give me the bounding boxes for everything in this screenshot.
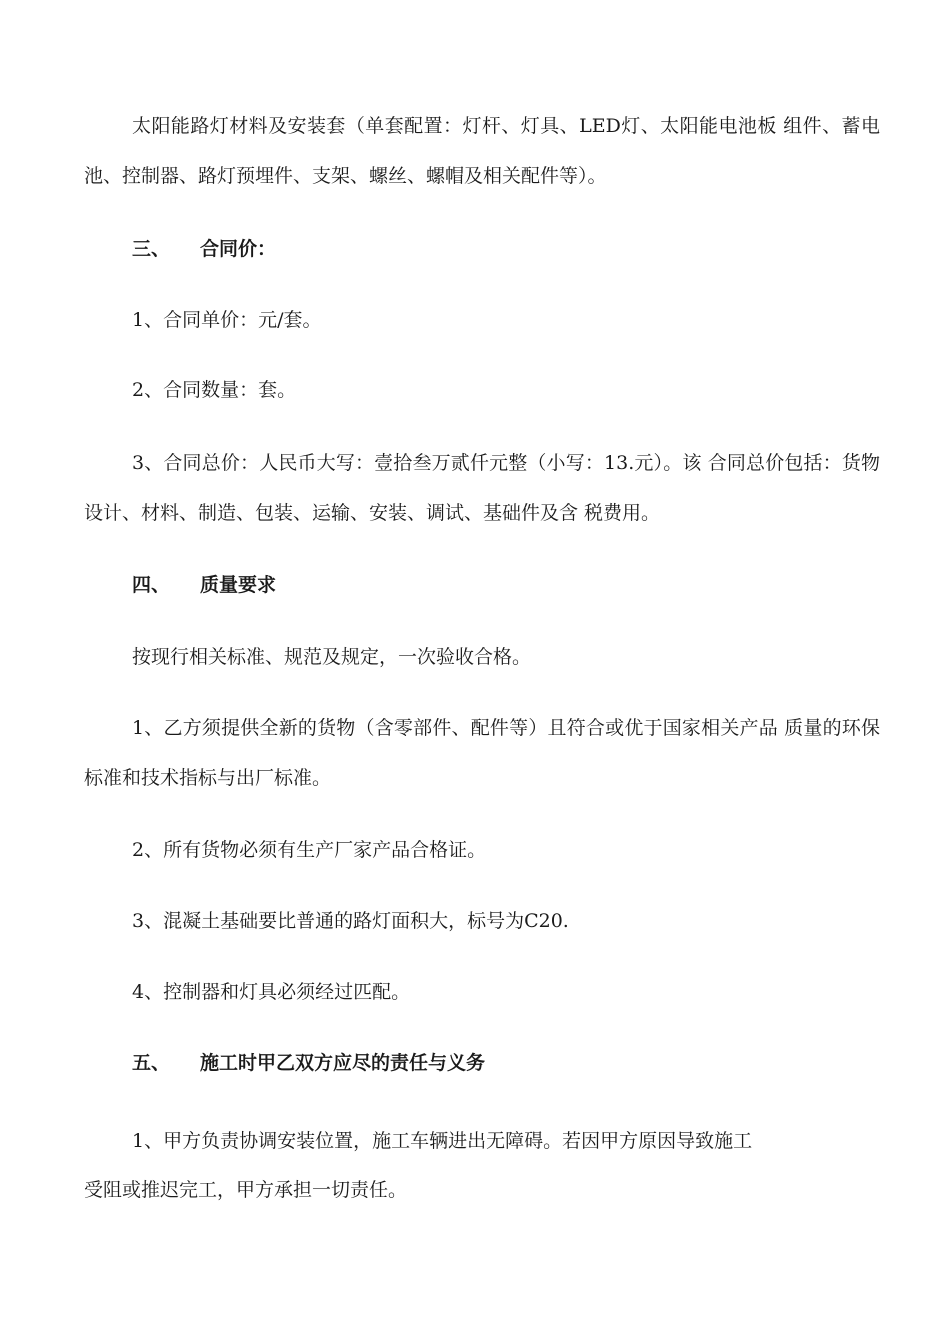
section-heading-contract-price xyxy=(132,234,276,264)
duty-item-1-line-1: 1、甲方负责协调安装位置，施工车辆进出无障碍。若因甲方原因导致施工 xyxy=(132,1130,753,1152)
quantity-item: 2、合同数量：套。 xyxy=(132,379,297,401)
materials-paragraph: 太阳能路灯材料及安装套（单套配置：灯杆、灯具、LED灯、太阳能电池板 组件、蓄电池、控制器、路灯预埋件、支架、螺丝、螺帽及相关配件等）。 xyxy=(84,115,880,187)
section-title: 质量要求 xyxy=(200,574,277,596)
section-number: 三、 xyxy=(132,238,171,260)
quality-intro: 按现行相关标准、规范及规定，一次验收合格。 xyxy=(132,646,532,668)
quality-item-4: 4、控制器和灯具必须经过匹配。 xyxy=(132,981,411,1003)
section-title: 合同价： xyxy=(200,238,277,260)
section-heading-quality xyxy=(132,570,276,600)
quality-item-2: 2、所有货物必须有生产厂家产品合格证。 xyxy=(132,839,487,861)
section-number: 五、 xyxy=(132,1052,171,1074)
duty-item-1-line-2: 受阻或推迟完工，甲方承担一切责任。 xyxy=(84,1179,408,1201)
unit-price-item: 1、合同单价：元/套。 xyxy=(132,309,322,331)
quality-item-3: 3、混凝土基础要比普通的路灯面积大，标号为C20. xyxy=(132,910,569,932)
section-number: 四、 xyxy=(132,574,171,596)
section-title: 施工时甲乙双方应尽的责任与义务 xyxy=(200,1052,486,1074)
section-heading-duties xyxy=(132,1048,485,1078)
quality-item-1: 1、乙方须提供全新的货物（含零部件、配件等）且符合或优于国家相关产品 质量的环保标准和技术指标与出厂标准。 xyxy=(84,717,880,789)
total-price-paragraph: 3、合同总价：人民币大写：壹拾叁万贰仟元整（小写：13.元）。该 合同总价包括：货物设计、材料、制造、包装、运输、安装、调试、基础件及含 税费用。 xyxy=(84,452,880,524)
